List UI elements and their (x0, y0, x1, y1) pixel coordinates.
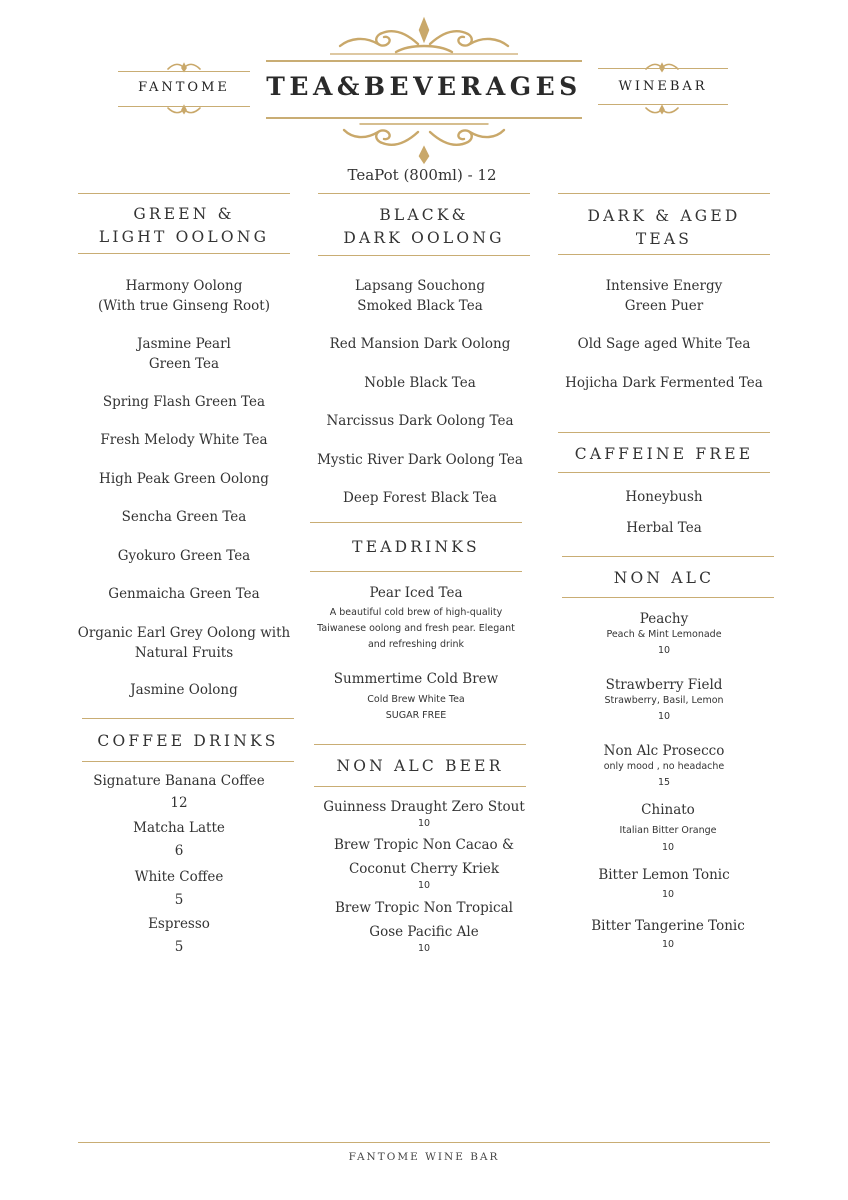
drink-price: 10 (661, 842, 675, 853)
teadrink-name: Summertime Cold Brew (333, 671, 499, 687)
coffee-price: 6 (174, 843, 184, 859)
header-line: DARK OOLONG (343, 229, 505, 247)
menu-item: Sencha Green Tea (121, 509, 247, 525)
coffee-header-top-rule (82, 718, 294, 719)
dark-header-top-rule (558, 193, 770, 194)
menu-item: Red Mansion Dark Oolong (329, 336, 511, 352)
teadrinks-header: TEADRINKS (352, 538, 480, 556)
item-line: Intensive Energy (605, 278, 723, 294)
drink-name: Chinato (641, 802, 695, 818)
item-line: Gose Pacific Ale (369, 923, 479, 940)
item-line: (With true Ginseng Root) (98, 297, 270, 314)
desc-line: Taiwanese oolong and fresh pear. Elegant (317, 623, 515, 634)
menu-item (558, 277, 770, 316)
teadrinks-header-bottom-rule (310, 571, 522, 572)
beer-name (314, 834, 534, 881)
desc-line: A beautiful cold brew of high-quality (329, 607, 503, 618)
menu-item: Deep Forest Black Tea (343, 490, 497, 506)
black-header-bottom-rule (318, 255, 530, 256)
menu-item (78, 335, 290, 374)
drink-name: Bitter Lemon Tonic (598, 867, 730, 883)
item-line: Lapsang Souchong (354, 278, 486, 294)
dark-header-bottom-rule (558, 254, 770, 255)
menu-item: Spring Flash Green Tea (102, 394, 266, 410)
footer-rule (78, 1142, 770, 1143)
menu-item: Hojicha Dark Fermented Tea (565, 375, 763, 391)
item-line: Jasmine Pearl (137, 336, 231, 352)
left-top-rule (118, 71, 250, 72)
teadrink-desc (310, 692, 522, 724)
item-line: Smoked Black Tea (357, 297, 483, 314)
caffeine-header-top-rule (558, 432, 770, 433)
drink-price: 15 (657, 777, 671, 788)
bottom-ornament (0, 118, 848, 168)
header-line: GREEN & (133, 205, 235, 223)
header-line: TEAS (635, 230, 693, 248)
item-line: Coconut Cherry Kriek (348, 860, 500, 877)
left-bottom-rule (118, 106, 250, 107)
footer-label: FANTOME WINE BAR (348, 1151, 500, 1163)
non-alc-beer-header: NON ALC BEER (336, 757, 504, 775)
menu-item: Fresh Melody White Tea (100, 432, 268, 448)
desc-line: Cold Brew White Tea (367, 694, 465, 705)
drink-price: 10 (657, 645, 671, 656)
menu-item: High Peak Green Oolong (99, 471, 269, 487)
header-right-label: WINEBAR (618, 79, 708, 94)
page-title: TEA&BEVERAGES (266, 72, 582, 101)
menu-item: Herbal Tea (626, 520, 702, 536)
beer-header-bottom-rule (314, 786, 526, 787)
menu-item (72, 624, 296, 663)
beer-header-top-rule (314, 744, 526, 745)
item-line: Organic Earl Grey Oolong with (77, 625, 291, 641)
caffeine-header-bottom-rule (558, 472, 770, 473)
teapot-price: TeaPot (800ml) - 12 (347, 166, 497, 184)
header-left-label: FANTOME (138, 80, 230, 95)
desc-line: SUGAR FREE (385, 710, 447, 721)
coffee-item: Espresso (148, 916, 210, 932)
black-oolong-header (318, 204, 530, 250)
drink-name: Bitter Tangerine Tonic (591, 918, 745, 934)
item-line: Brew Tropic Non Tropical (334, 900, 513, 916)
drink-desc: Italian Bitter Orange (619, 825, 717, 836)
drink-price: 10 (657, 711, 671, 722)
menu-item (318, 277, 522, 316)
coffee-item: Matcha Latte (133, 820, 225, 836)
drink-price: 10 (661, 889, 675, 900)
teadrink-desc (306, 605, 526, 653)
item-line: Brew Tropic Non Cacao & (334, 837, 514, 853)
drink-name: Non Alc Prosecco (603, 743, 725, 759)
menu-item (78, 277, 290, 316)
menu-item: Old Sage aged White Tea (577, 336, 751, 352)
caffeine-free-header: CAFFEINE FREE (574, 445, 754, 463)
beer-price: 10 (417, 943, 431, 954)
menu-item: Honeybush (625, 489, 703, 505)
coffee-drinks-header: COFFEE DRINKS (97, 732, 279, 750)
teadrink-name: Pear Iced Tea (369, 585, 463, 601)
menu-item: Genmaicha Green Tea (108, 586, 260, 602)
black-header-top-rule (318, 193, 530, 194)
drink-name: Strawberry Field (605, 677, 723, 693)
header-line: BLACK& (379, 206, 469, 224)
nonalc-header-top-rule (562, 556, 774, 557)
item-line: Green Puer (624, 297, 704, 314)
menu-item: Narcissus Dark Oolong Tea (326, 413, 514, 429)
desc-line: and refreshing drink (367, 639, 465, 650)
menu-item: Gyokuro Green Tea (117, 548, 251, 564)
drink-name: Peachy (639, 611, 689, 627)
green-oolong-header (78, 203, 290, 249)
beer-price: 10 (417, 818, 431, 829)
right-top-rule (598, 68, 728, 69)
item-line: Harmony Oolong (125, 278, 243, 294)
drink-price: 10 (661, 939, 675, 950)
menu-item: Noble Black Tea (364, 375, 476, 391)
drink-desc: Strawberry, Basil, Lemon (604, 695, 724, 706)
coffee-header-bottom-rule (82, 761, 294, 762)
header-line: LIGHT OOLONG (98, 228, 270, 246)
menu-item: Mystic River Dark Oolong Tea (317, 452, 523, 468)
coffee-price: 5 (174, 939, 184, 955)
coffee-item: Signature Banana Coffee (93, 773, 265, 789)
item-line: Green Tea (148, 355, 220, 372)
drink-desc: Peach & Mint Lemonade (606, 629, 722, 640)
coffee-price: 12 (170, 795, 188, 811)
header-line: DARK & AGED (587, 207, 741, 225)
coffee-item: White Coffee (134, 869, 224, 885)
menu-item: Jasmine Oolong (130, 682, 238, 698)
right-bottom-rule (598, 104, 728, 105)
drink-desc: only mood , no headache (603, 761, 725, 772)
beer-name (314, 897, 534, 944)
nonalc-header-bottom-rule (562, 597, 774, 598)
beer-price: 10 (417, 880, 431, 891)
coffee-price: 5 (174, 892, 184, 908)
teadrinks-header-top-rule (310, 522, 522, 523)
beer-name: Guinness Draught Zero Stout (323, 799, 525, 815)
green-header-bottom-rule (78, 253, 290, 254)
dark-aged-header (558, 205, 770, 251)
item-line: Natural Fruits (134, 644, 234, 661)
non-alc-header: NON ALC (613, 569, 715, 587)
green-header-top-rule (78, 193, 290, 194)
